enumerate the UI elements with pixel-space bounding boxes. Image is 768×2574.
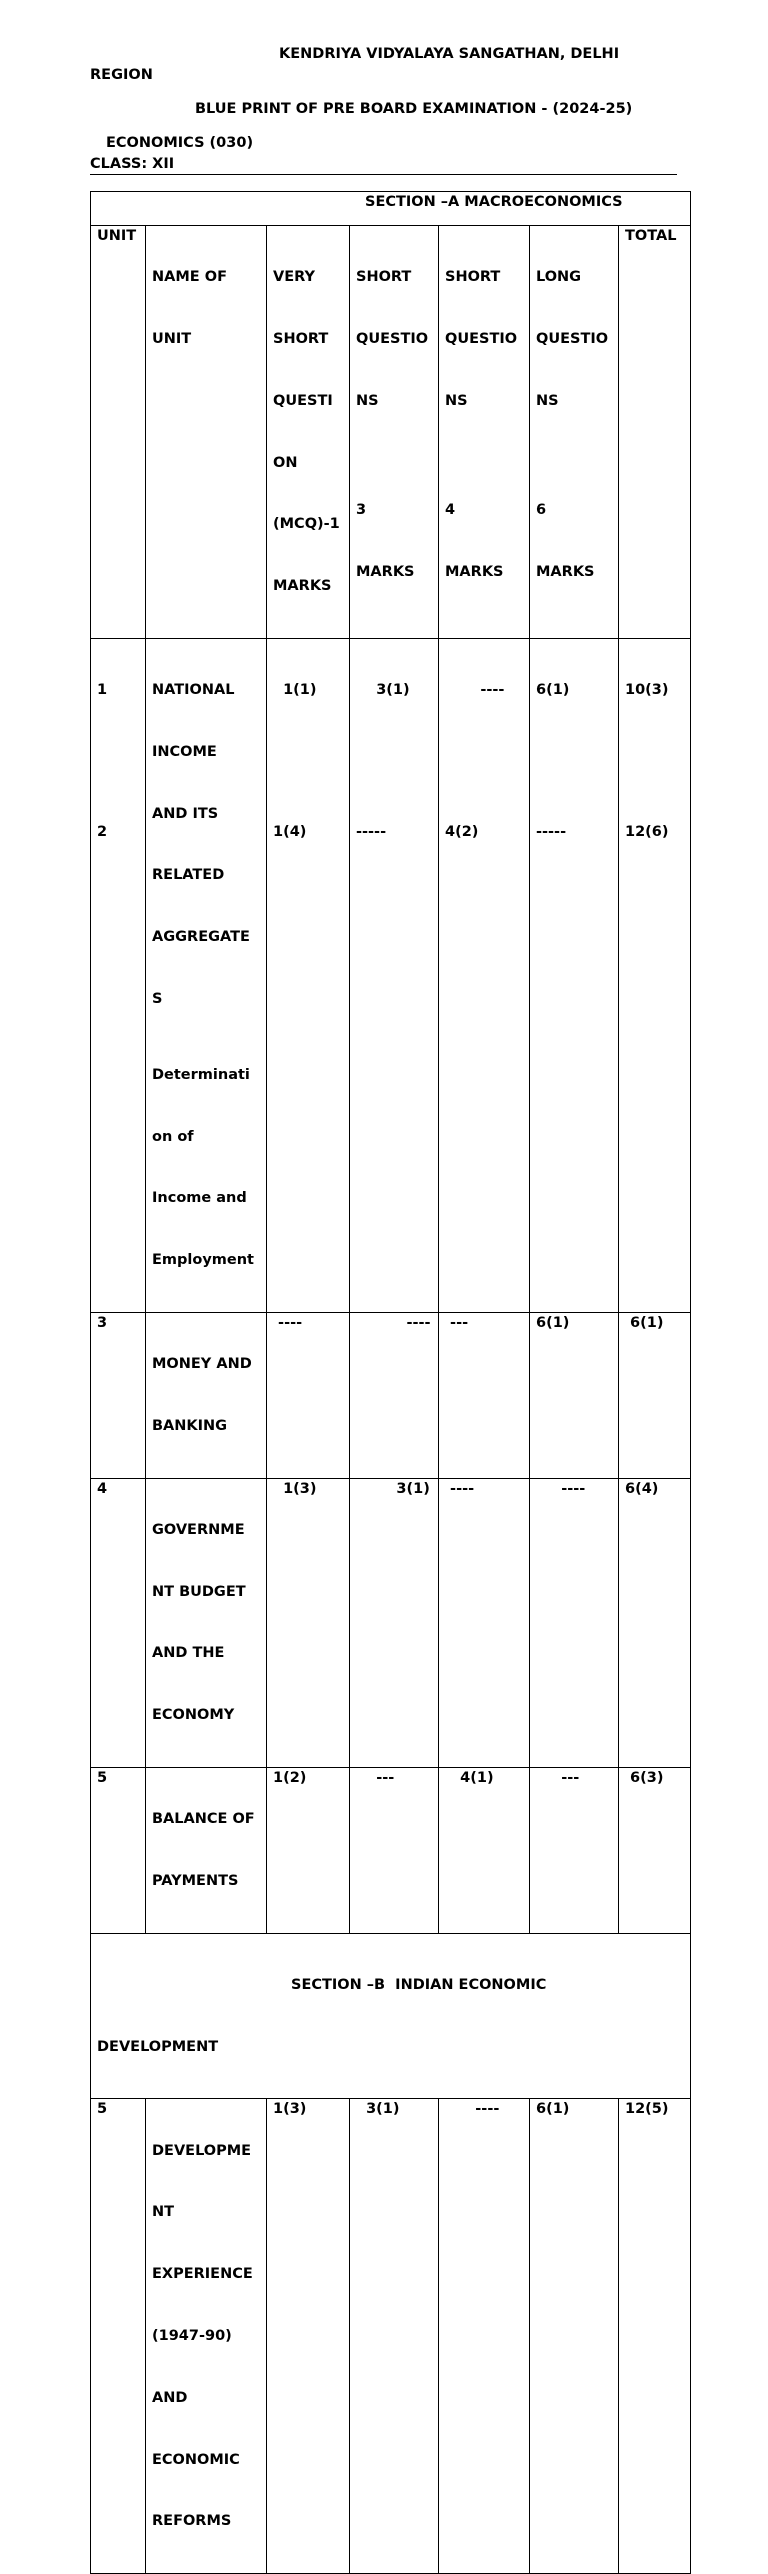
org-title-line1: KENDRIYA VIDYALAYA SANGATHAN, DELHI bbox=[279, 46, 620, 62]
long-6-cell: 6(1) bbox=[530, 1312, 619, 1478]
total-cell: 10(3) 12(6) bbox=[619, 638, 691, 1312]
very-short-cell: 1(1) 1(4) bbox=[267, 638, 350, 1312]
col-header-unit: UNIT bbox=[91, 226, 146, 639]
unit-cell: 1 2 bbox=[91, 638, 146, 1312]
col-header-name: NAME OF UNIT bbox=[146, 226, 267, 639]
long-6-cell: ---- bbox=[530, 1478, 619, 1767]
very-short-cell: 1(3) bbox=[267, 1478, 350, 1767]
short-4-cell: 4(1) bbox=[439, 1767, 530, 1933]
very-short-cell: 1(2) bbox=[267, 1767, 350, 1933]
unit-name-cell: BALANCE OF PAYMENTS bbox=[146, 1767, 267, 1933]
org-title-line2: REGION bbox=[90, 67, 153, 83]
long-6-cell: 6(1) ----- bbox=[530, 638, 619, 1312]
short-4-cell: ---- bbox=[439, 1478, 530, 1767]
col-header-short-3: SHORT QUESTIO NS 3 MARKS bbox=[350, 226, 439, 639]
short-3-cell: 3(1) bbox=[350, 1478, 439, 1767]
unit-name-cell: GOVERNME NT BUDGET AND THE ECONOMY bbox=[146, 1478, 267, 1767]
total-cell: 12(5) bbox=[619, 2099, 691, 2574]
very-short-cell: 1(3) bbox=[267, 2099, 350, 2574]
short-3-cell: ---- bbox=[350, 1312, 439, 1478]
section-b-row bbox=[91, 1933, 691, 2099]
short-4-cell: ---- 4(2) bbox=[439, 638, 530, 1312]
table-row-unit-1-2 bbox=[91, 638, 691, 1312]
section-a-row bbox=[91, 192, 691, 226]
unit-name-cell: DEVELOPME NT EXPERIENCE (1947-90) AND ECONOMIC REFORMS bbox=[146, 2099, 267, 2574]
table-row-unit-4 bbox=[91, 1478, 691, 1767]
blueprint-table bbox=[90, 191, 691, 2574]
short-4-cell: --- bbox=[439, 1312, 530, 1478]
header-rule bbox=[90, 174, 677, 175]
short-3-cell: --- bbox=[350, 1767, 439, 1933]
subject-label: ECONOMICS (030) bbox=[106, 135, 254, 151]
long-6-cell: 6(1) bbox=[530, 2099, 619, 2574]
col-header-long-6: LONG QUESTIO NS 6 MARKS bbox=[530, 226, 619, 639]
col-header-very-short: VERY SHORT QUESTI ON (MCQ)-1 MARKS bbox=[267, 226, 350, 639]
very-short-cell: ---- bbox=[267, 1312, 350, 1478]
short-3-cell: 3(1) ----- bbox=[350, 638, 439, 1312]
total-cell: 6(3) bbox=[619, 1767, 691, 1933]
exam-title: BLUE PRINT OF PRE BOARD EXAMINATION - (2024-25) bbox=[195, 101, 633, 117]
unit-cell: 5 bbox=[91, 1767, 146, 1933]
table-row-unit-5-development bbox=[91, 2099, 691, 2574]
table-row-unit-5-bop bbox=[91, 1767, 691, 1933]
short-3-cell: 3(1) bbox=[350, 2099, 439, 2574]
section-b-heading: SECTION –B INDIAN ECONOMIC DEVELOPMENT bbox=[91, 1933, 691, 2099]
unit-cell: 4 bbox=[91, 1478, 146, 1767]
unit-cell: 3 bbox=[91, 1312, 146, 1478]
unit-cell: 5 bbox=[91, 2099, 146, 2574]
table-row-unit-3 bbox=[91, 1312, 691, 1478]
section-a-heading: SECTION –A MACROECONOMICS bbox=[91, 192, 691, 226]
total-cell: 6(4) bbox=[619, 1478, 691, 1767]
total-cell: 6(1) bbox=[619, 1312, 691, 1478]
unit-name-cell: MONEY AND BANKING bbox=[146, 1312, 267, 1478]
long-6-cell: --- bbox=[530, 1767, 619, 1933]
header-row bbox=[91, 226, 691, 639]
col-header-total: TOTAL bbox=[619, 226, 691, 639]
short-4-cell: ---- bbox=[439, 2099, 530, 2574]
class-label: CLASS: XII bbox=[90, 156, 175, 172]
col-header-short-4: SHORT QUESTIO NS 4 MARKS bbox=[439, 226, 530, 639]
unit-name-cell: NATIONAL INCOME AND ITS RELATED AGGREGATE S Determinati on of Income and Employment bbox=[146, 638, 267, 1312]
